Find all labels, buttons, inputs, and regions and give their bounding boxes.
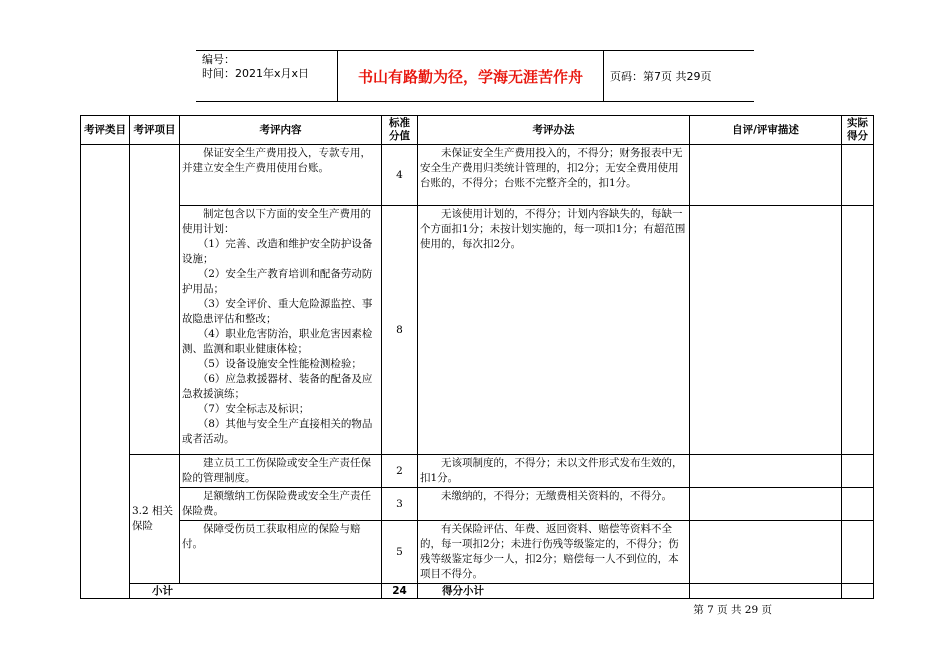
row-self-review <box>690 488 842 521</box>
row-method: 无该项制度的，不得分；未以文件形式发布生效的，扣1分。 <box>418 455 690 488</box>
item-cell-empty <box>130 145 180 455</box>
subtotal-label: 小计 <box>130 584 382 599</box>
header-standard-score: 标准分值 <box>382 116 418 145</box>
header-meta <box>196 51 338 101</box>
table-header-row <box>81 116 874 145</box>
table-row <box>81 206 874 455</box>
row-self-review <box>690 521 842 584</box>
row-method: 未缴纳的，不得分；无缴费相关资料的，不得分。 <box>418 488 690 521</box>
row-actual-score <box>842 455 874 488</box>
row-score: 2 <box>382 455 418 488</box>
row-method: 无该使用计划的，不得分；计划内容缺失的，每缺一个方面扣1分；未按计划实施的，每一项扣1分；有超范围使用的，每次扣2分。 <box>418 206 690 455</box>
row-content: 建立员工工伤保险或安全生产责任保险的管理制度。 <box>180 455 382 488</box>
subtotal-score: 24 <box>382 584 418 599</box>
header-self-review: 自评/评审描述 <box>690 116 842 145</box>
table-row <box>81 488 874 521</box>
category-cell <box>81 145 130 599</box>
row-content: 足额缴纳工伤保险费或安全生产责任保险费。 <box>180 488 382 521</box>
row-actual-score <box>842 145 874 206</box>
row-score: 5 <box>382 521 418 584</box>
row-score: 4 <box>382 145 418 206</box>
header-actual-score: 实际得分 <box>842 116 874 145</box>
document-header <box>196 50 754 102</box>
row-method: 有关保险评估、年费、返回资料、赔偿等资料不全的，每一项扣2分；未进行伤残等级鉴定的，不得分；伤残等级鉴定每少一人，扣2分；赔偿每一人不到位的，本项目不得分。 <box>418 521 690 584</box>
row-self-review <box>690 145 842 206</box>
subtotal-row <box>81 584 874 599</box>
page-footer: 第 7 页 共 29 页 <box>693 604 772 616</box>
row-actual-score <box>842 488 874 521</box>
header-method: 考评办法 <box>418 116 690 145</box>
row-method: 未保证安全生产费用投入的，不得分；财务报表中无安全生产费用归类统计管理的，扣2分；无安全费用使用台账的，不得分；台账不完整齐全的，扣1分。 <box>418 145 690 206</box>
item-cell-insurance: 3.2 相关保险 <box>130 455 180 584</box>
header-item: 考评项目 <box>130 116 180 145</box>
header-motto: 书山有路勤为径，学海无涯苦作舟 <box>338 51 604 101</box>
row-actual-score <box>842 206 874 455</box>
row-content: 保证安全生产费用投入，专款专用，并建立安全生产费用使用台账。 <box>180 145 382 206</box>
number-label: 编号： <box>202 53 235 66</box>
row-self-review <box>690 455 842 488</box>
row-score: 3 <box>382 488 418 521</box>
time-label: 时间：2021年x月x日 <box>202 67 310 80</box>
header-category: 考评类目 <box>81 116 130 145</box>
evaluation-table <box>80 115 874 599</box>
table-row <box>81 521 874 584</box>
subtotal-self-review <box>690 584 842 599</box>
row-actual-score <box>842 521 874 584</box>
row-self-review <box>690 206 842 455</box>
subtotal-actual-score <box>842 584 874 599</box>
header-content: 考评内容 <box>180 116 382 145</box>
row-score: 8 <box>382 206 418 455</box>
table-row <box>81 455 874 488</box>
row-content: 制定包含以下方面的安全生产费用的使用计划： （1）完善、改造和维护安全防护设备设施； （2）安全生产教育培训和配备劳动防护用品； （3）安全评价、重大危险源监控、事故隐患评估和整改； （4）职业危害防治，职业危害因素检测、监测和职业健康体检； （5）设备设施安全性能检测检验； （6）应急救援器材、装备的配备及应急救援演练； （7）安全标志及标识； （8）其他与安全生产直接相关的物品或者活动。 <box>180 206 382 455</box>
score-subtotal-label: 得分小计 <box>418 584 690 599</box>
table-row <box>81 145 874 206</box>
header-page-info: 页码：第7页 共29页 <box>610 70 712 83</box>
row-content: 保障受伤员工获取相应的保险与赔付。 <box>180 521 382 584</box>
